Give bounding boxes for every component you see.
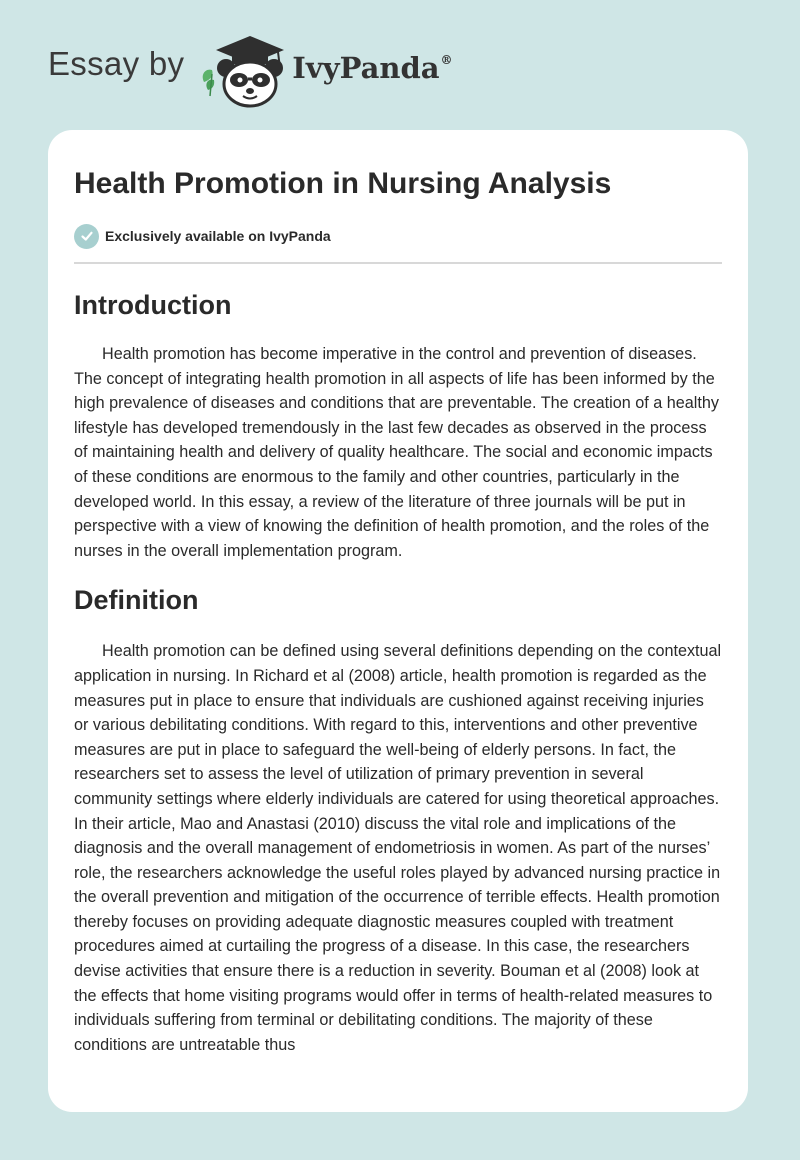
section-paragraph: Health promotion can be defined using several definitions depending on the contextual application in nursing. In Richard et al (2008) article, health promotion is regarded as the measures put in place to ensure that individuals are cushioned against receiving injuries or various debilitating conditions. With regard to this, interventions and other preventive measures are put in place to safeguard the well-being of elderly persons. In fact, the researchers set to assess the level of utilization of primary prevention in several community settings where elderly individuals are catered for using theoretical approaches. In their article, Mao and Anastasi (2010) discuss the vital role and implications of the diagnosis and the overall management of endometriosis in women. As part of the nurses’ role, the researchers acknowledge the useful roles played by advanced nursing practice in the overall prevention and mitigation of the occurrence of terrible effects. Health promotion thereby focuses on providing adequate diagnostic measures coupled with treatment procedures aimed at curtailing the progress of a disease. In this case, the researchers devise activities that ensure there is a reduction in severity. Bouman et al (2008) look at the effects that home visiting programs would offer in terms of health-related measures to individuals suffering from terminal or debilitating conditions. The majority of these conditions are untreatable thus [74, 642, 722, 1054]
exclusive-label: Exclusively available on IvyPanda [105, 228, 331, 244]
brand-name-text: IvyPanda [292, 51, 440, 85]
essay-by-label: Essay by [48, 45, 185, 82]
essay-title: Health Promotion in Nursing Analysis [74, 167, 612, 200]
registered-mark: ® [440, 53, 453, 67]
divider [74, 262, 722, 264]
exclusive-badge [74, 222, 722, 250]
panda-graduate-logo-icon[interactable] [198, 30, 288, 110]
section-definition [74, 583, 722, 1057]
brand-name[interactable] [292, 51, 452, 85]
section-heading: Introduction [74, 290, 232, 320]
section-paragraph: Health promotion has become imperative in the control and prevention of diseases. The concept of integrating health promotion in all aspects of life has been informed by the high prevalence of diseases and conditions that are preventable. The creation of a healthy lifestyle has developed tremendously in the last few decades as observed in the process of maintaining health and delivery of quality healthcare. The social and economic impacts of these conditions are enormous to the family and other countries, particularly in the developed world. In this essay, a review of the literature of three journals will be put in perspective with a view of knowing the definition of health promotion, and the roles of the nurses in the overall implementation program. [74, 345, 719, 560]
essay-card [48, 130, 748, 1112]
section-heading: Definition [74, 585, 199, 616]
site-header [48, 30, 453, 110]
check-circle-icon [74, 224, 99, 249]
section-introduction [74, 288, 722, 563]
